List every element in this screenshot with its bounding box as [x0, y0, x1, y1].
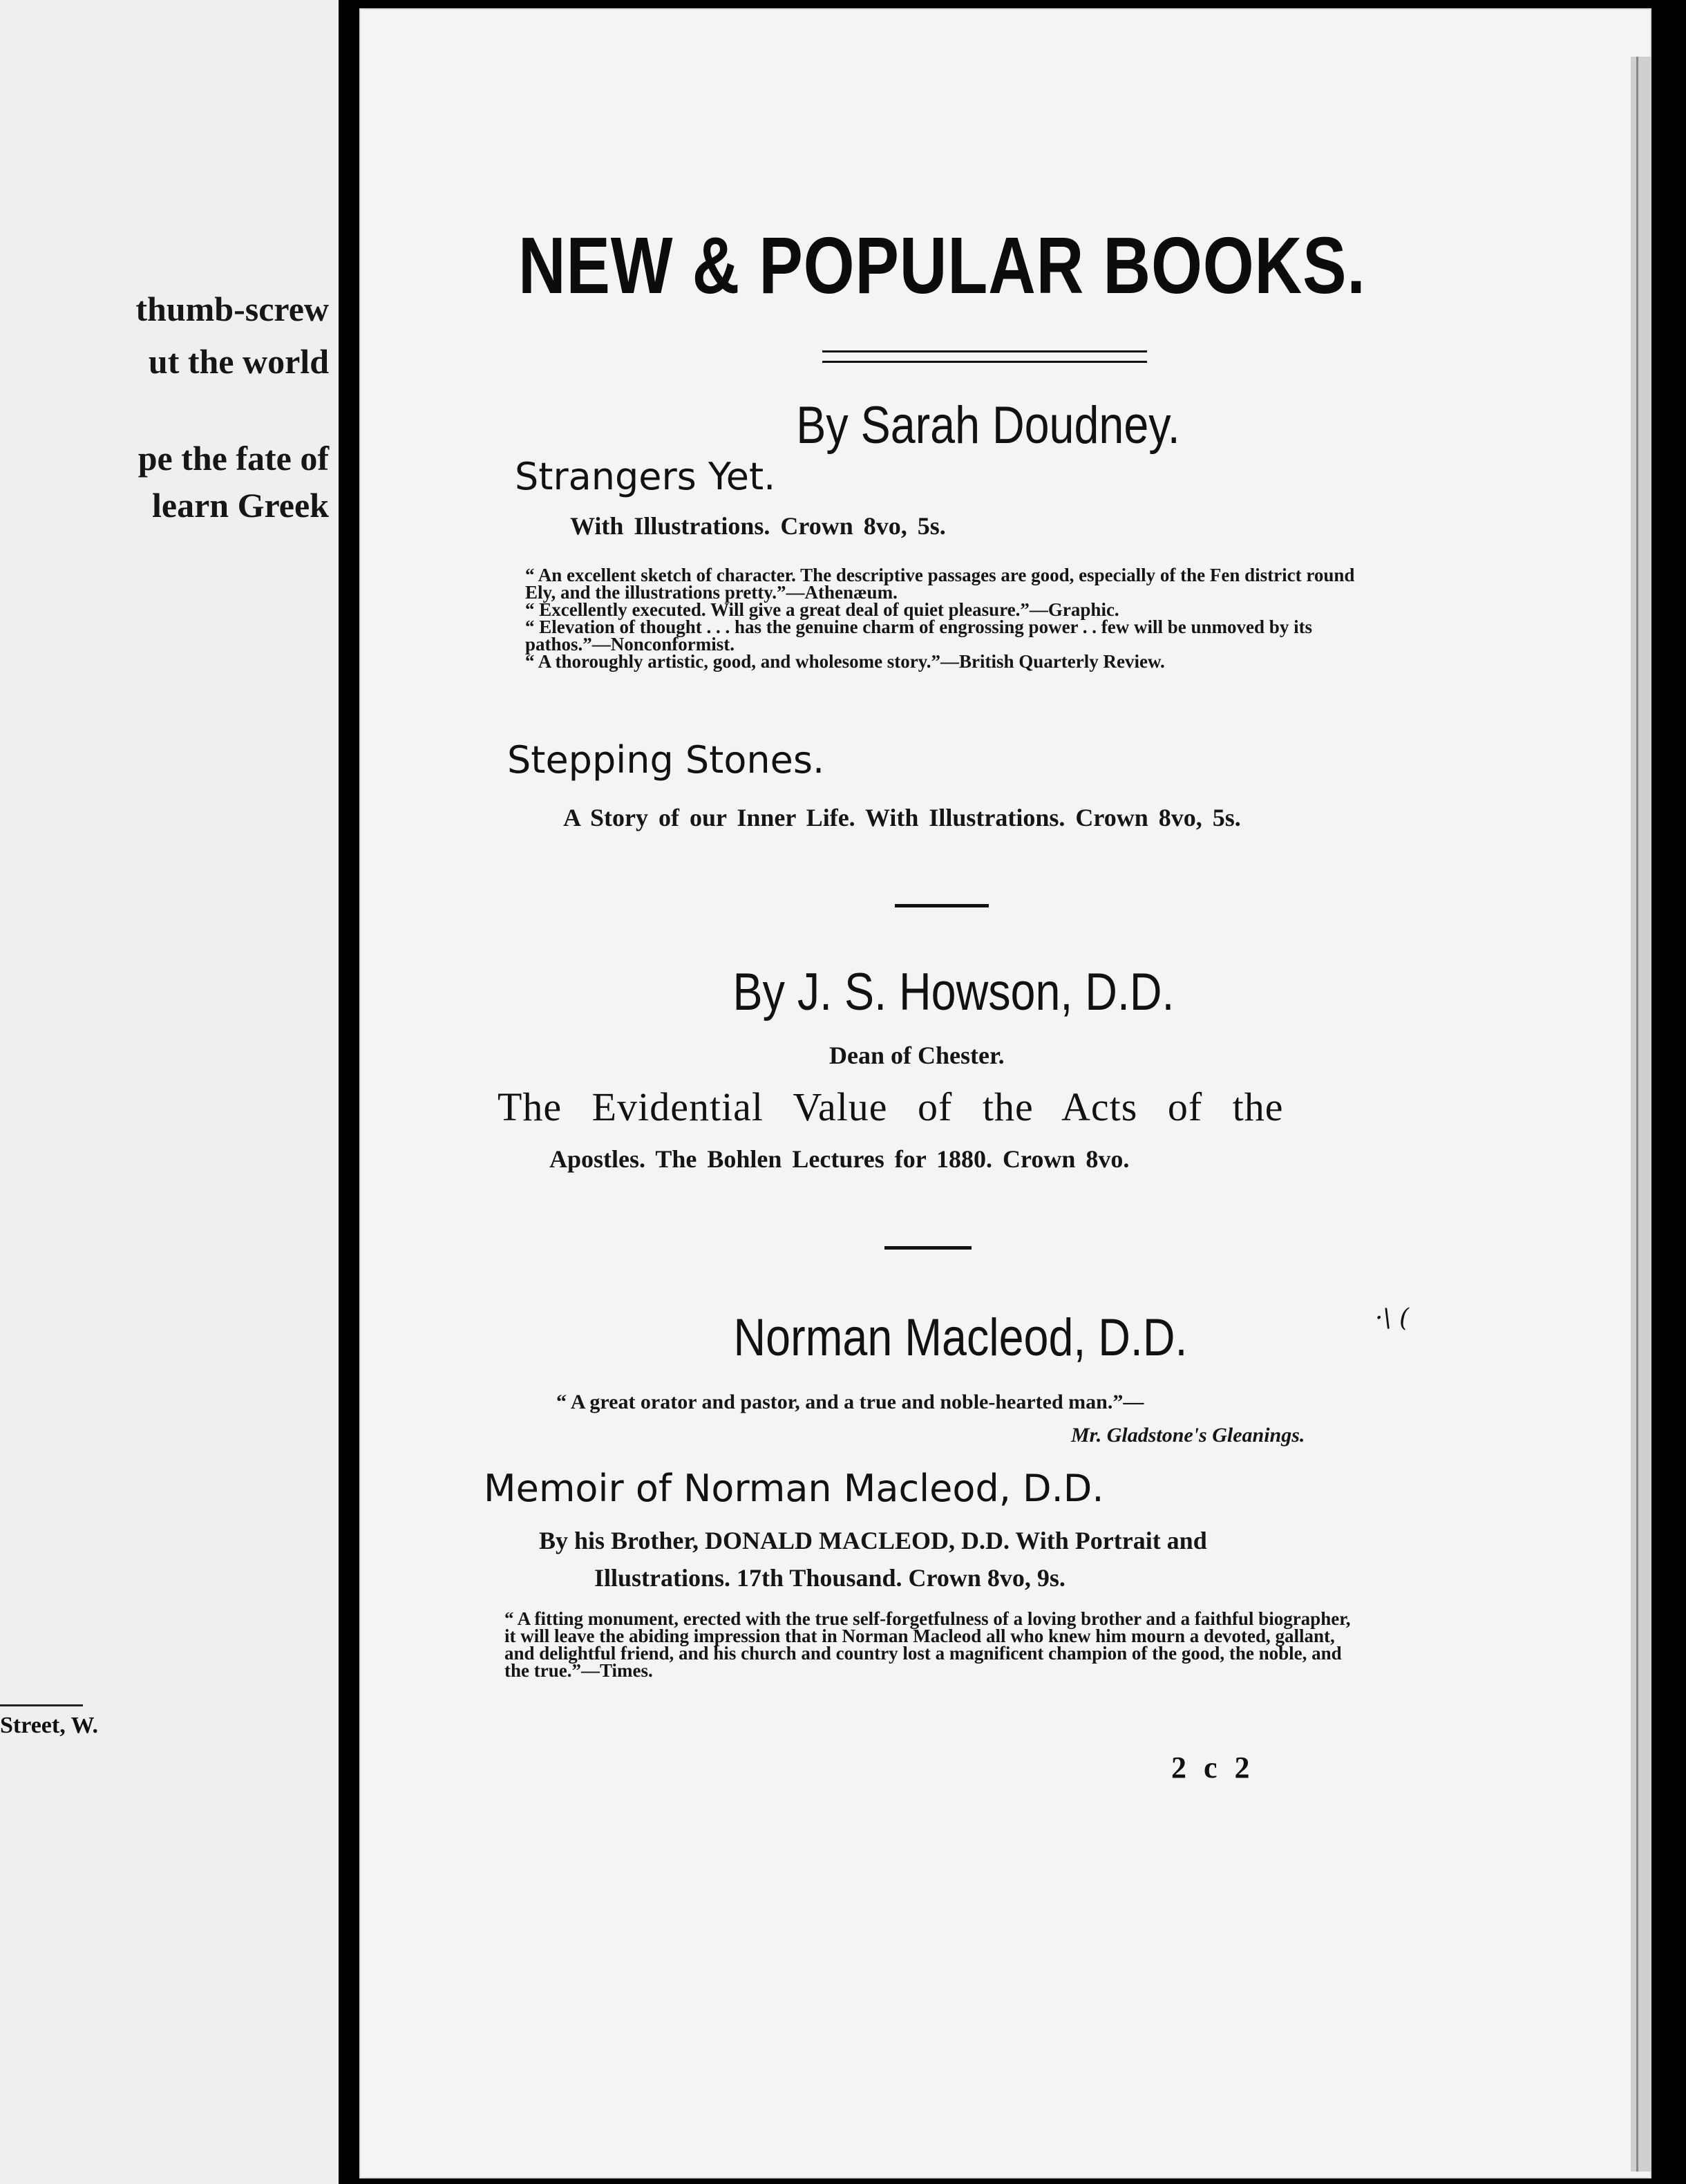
quote-macleod: “ A great orator and pastor, and a true and noble-hearted man.”— — [556, 1391, 1144, 1413]
book-details-evidential-value: Apostles. The Bohlen Lectures for 1880. Crown 8vo. — [549, 1145, 1130, 1173]
left-page-line: thumb-screw — [135, 290, 329, 328]
book-title-strangers-yet: Strangers Yet. — [515, 455, 776, 498]
section-divider — [895, 904, 989, 907]
review-quote: “ A thoroughly artistic, good, and wholesome story.”—British Quarterly Review. — [525, 651, 1165, 672]
book-title-stepping-stones: Stepping Stones. — [507, 738, 825, 782]
left-page-footer: Street, W. — [0, 1713, 98, 1738]
printer-signature: 2 c 2 — [1171, 1751, 1250, 1785]
review-quote: “ Excellently executed. Will give a great deal of quiet pleasure.”—Graphic. — [525, 599, 1119, 620]
left-page-rule — [0, 1704, 83, 1706]
author-heading-doudney: By Sarah Doudney. — [796, 396, 1180, 455]
review-quote: “ A fitting monument, erected with the true self-forgetfulness of a loving brother and a faithful biographer, it will leave the abiding impression that in Norman Macleod all who knew him mourn a devoted, gallant, and delightful friend, and his church and country lost a magnificent champion of the good, the noble, and the true.”—Times. — [504, 1608, 1351, 1681]
reviews-strangers-yet — [511, 567, 1382, 670]
quote-source-macleod: Mr. Gladstone's Gleanings. — [1071, 1424, 1305, 1447]
left-page-line: learn Greek — [152, 486, 329, 525]
review-quote: “ Elevation of thought . . . has the genuine charm of engrossing power . . few will be unmoved by its pathos.”—Nonconformist. — [525, 616, 1313, 655]
author-subtitle-howson: Dean of Chester. — [829, 1042, 1005, 1069]
book-title-evidential-value: The Evidential Value of the Acts of the — [498, 1084, 1284, 1129]
left-facing-page — [0, 0, 339, 2184]
left-page-line: pe the fate of — [138, 439, 329, 478]
book-details-memoir-line2: Illustrations. 17th Thousand. Crown 8vo, 9s. — [594, 1564, 1065, 1592]
book-details-stepping-stones: A Story of our Inner Life. With Illustrations. Crown 8vo, 5s. — [563, 804, 1241, 831]
page-heading: NEW & POPULAR BOOKS. — [518, 220, 1366, 310]
book-details-strangers-yet: With Illustrations. Crown 8vo, 5s. — [570, 512, 946, 540]
section-divider — [884, 1246, 972, 1250]
book-catalogue-page — [359, 8, 1651, 2178]
review-quote: “ An excellent sketch of character. The descriptive passages are good, especially of the Fen district round Ely, and the illustrations pretty.”—Athenæum. — [525, 565, 1355, 603]
author-heading-howson: By J. S. Howson, D.D. — [732, 963, 1175, 1022]
book-title-memoir-macleod: Memoir of Norman Macleod, D.D. — [484, 1467, 1104, 1510]
author-heading-macleod: Norman Macleod, D.D. — [733, 1308, 1188, 1367]
page-edge — [1631, 57, 1651, 2172]
left-page-line: ut the world — [148, 342, 329, 381]
book-details-memoir-line1: By his Brother, DONALD MACLEOD, D.D. With Portrait and — [539, 1527, 1207, 1554]
heading-double-rule — [822, 350, 1147, 363]
margin-mark: ·\ ( — [1375, 1304, 1410, 1333]
review-memoir-macleod — [491, 1610, 1361, 1679]
